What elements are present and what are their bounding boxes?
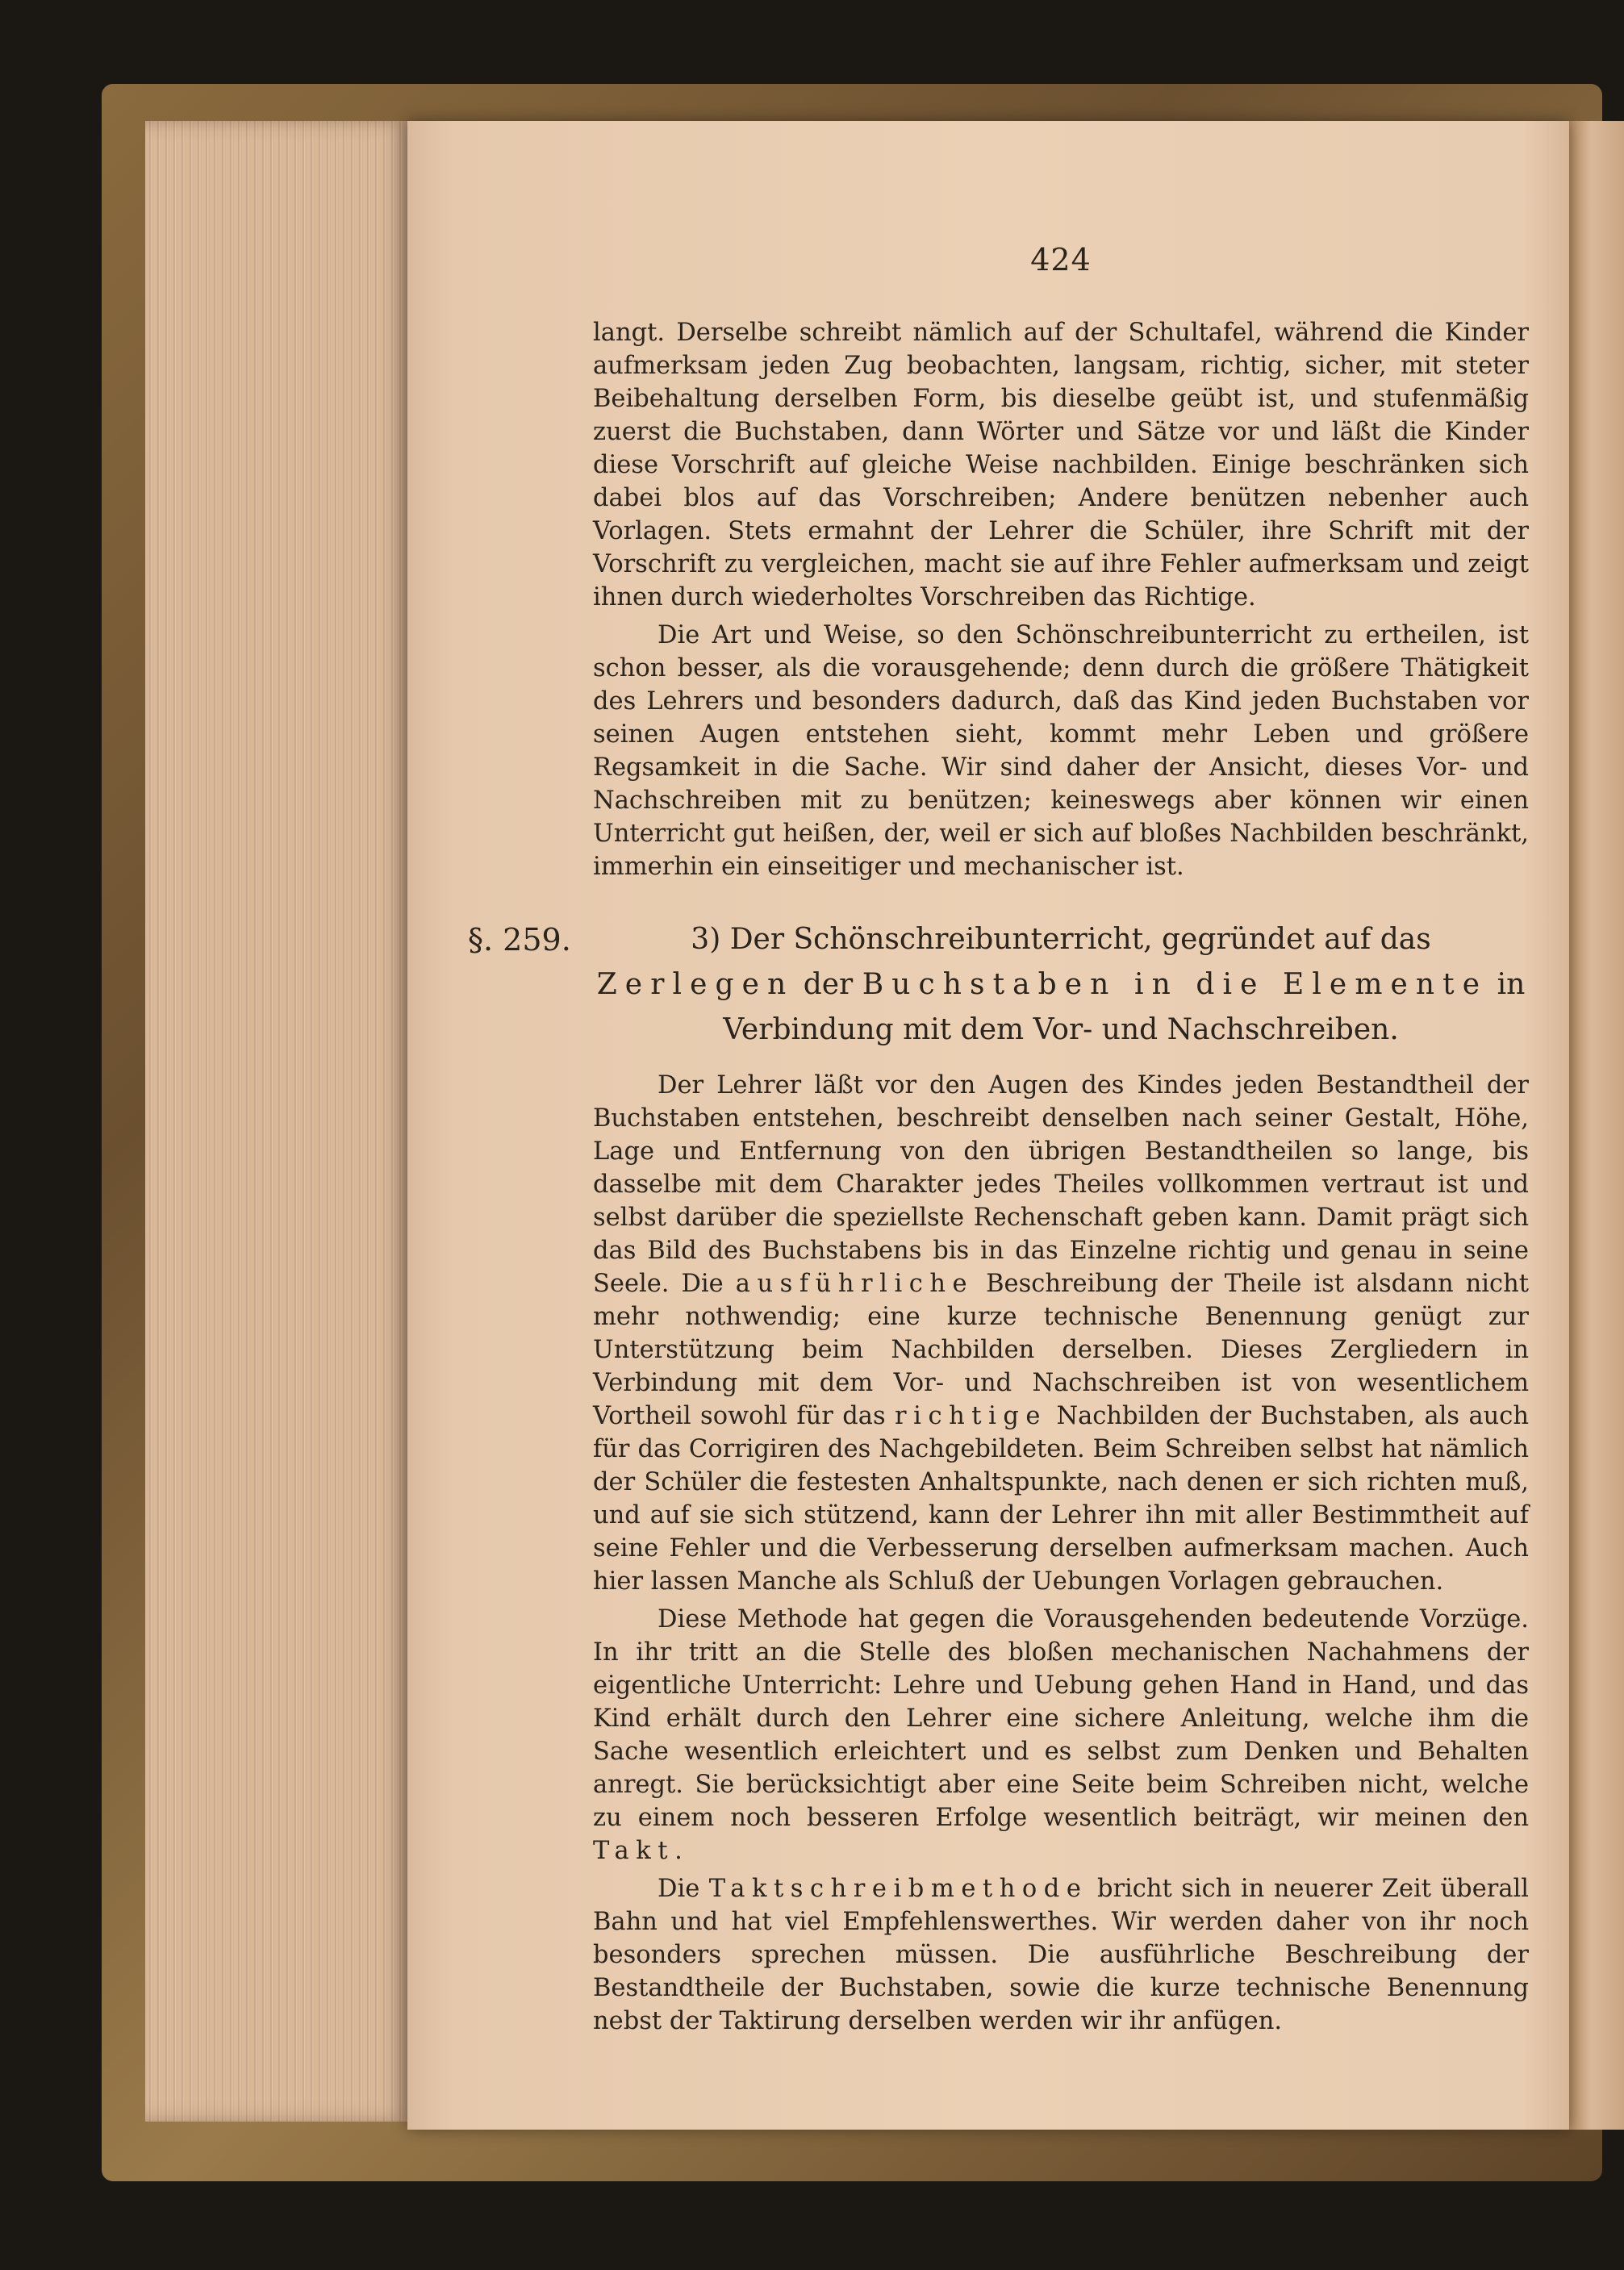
paragraph-5-part-a: Die (658, 1875, 700, 1903)
book-page (407, 121, 1569, 2130)
paragraph-3-part-a: Der Lehrer läßt vor den Augen des Kindes jeden Bestandtheil der Buchstaben entstehen, beschreibt denselben nach seiner Gestalt, Höhe, Lage und Entfernung von den übrigen Bestandtheilen so lange, bis dasselbe mit dem Charakter jedes Theiles vollkommen vertraut ist und selbst darüber die speziellste Rechenschaft geben kann. Damit prägt sich das Bild des Buchstabens bis in das Einzelne richtig und genau in seine Seele. Die (593, 1071, 1529, 1298)
paragraph-4-part-a: Diese Methode hat gegen die Vorausgehenden bedeutende Vorzüge. In ihr tritt an die Stelle des bloßen mechanischen Nachahmens der eigentliche Unterricht: Lehre und Uebung gehen Hand in Hand, und das Kind erhält durch den Lehrer eine sichere Anleitung, welche ihm die Sache wesentlich erleichtert und es selbst zum Denken und Behalten anregt. Sie berücksichtigt aber eine Seite beim Schreiben nicht, welche zu einem noch besseren Erfolge wesentlich beiträgt, wir meinen den (593, 1605, 1529, 1832)
paragraph-3-spaced-2: richtige (895, 1402, 1048, 1430)
section-title-part-b: der (803, 968, 854, 1001)
paragraph-5-spaced: Taktschreibmethode (708, 1875, 1088, 1903)
paragraph-5-part-b: bricht sich in neuerer Zeit überall Bahn und hat viel Empfehlenswerthes. Wir werden daher von ihr noch besonders sprechen müssen. Die ausführliche Beschreibung der Bestandtheile der Buchstaben, sowie die kurze technische Benennung nebst der Taktirung derselben werden wir ihr anfügen. (593, 1875, 1530, 2035)
paragraph-3-part-c: Nachbilden der Buchstaben, als auch für das Corrigiren des Nachgebildeten. Beim Schreiben selbst hat nämlich der Schüler die festesten Anhaltspunkte, nach denen er sich richten muß, und auf sie sich stützend, kann der Lehrer ihn mit aller Bestimmtheit auf seine Fehler und die Verbesserung derselben aufmerksam machen. Auch hier lassen Manche als Schluß der Uebungen Vorlagen gebrauchen. (593, 1402, 1530, 1596)
paragraph-3-part-b: Beschreibung der Theile ist alsdann nicht mehr nothwendig; eine kurze technische Benennung genügt zur Unterstützung beim Nachbilden derselben. Dieses Zergliedern in Verbindung mit dem Vor- und Nachschreiben ist von wesentlichem Vortheil sowohl für das (593, 1270, 1529, 1430)
paragraph-5 (593, 1872, 1529, 2038)
paragraph-2: Die Art und Weise, so den Schönschreibunterricht zu ertheilen, ist schon besser, als die vorausgehende; denn durch die größere Thätigkeit des Lehrers und besonders dadurch, daß das Kind jeden Buchstaben vor seinen Augen entstehen sieht, kommt mehr Leben und größere Regsamkeit in die Sache. Wir sind daher der Ansicht, dieses Vor- und Nachschreiben mit zu benützen; keineswegs aber können wir einen Unterricht gut heißen, der, weil er sich auf bloßes Nachbilden beschränkt, immerhin ein einseitiger und mechanischer ist. (593, 621, 1529, 881)
paragraph-4 (593, 1603, 1529, 1867)
section-title-spaced-2: Buchstaben in die Elemente (862, 968, 1488, 1001)
section-title-spaced-1: Zerlegen (596, 968, 795, 1001)
page-content (468, 242, 1530, 2038)
paragraph-3 (593, 1069, 1529, 1598)
spacer (593, 1053, 1529, 1064)
paragraph-1: langt. Derselbe schreibt nämlich auf der Schultafel, während die Kinder aufmerksam jeden Zug beobachten, langsam, richtig, sicher, mit steter Beibehaltung derselben Form, bis dieselbe geübt ist, und stufenmäßig zuerst die Buchstaben, dann Wörter und Sätze vor und läßt die Kinder diese Vorschrift auf gleiche Weise nachbilden. Einige beschränken sich dabei blos auf das Vorschreiben; Andere benützen nebenher auch Vorlagen. Stets ermahnt der Lehrer die Schüler, ihre Schrift mit der Vorschrift zu vergleichen, macht sie auf ihre Fehler aufmerksam und zeigt ihnen durch wiederholtes Vorschreiben das Richtige. (593, 319, 1529, 611)
paragraph-4-spaced: Takt (593, 1837, 675, 1865)
section-number: §. 259. (468, 922, 571, 958)
facing-page-edge (1569, 121, 1624, 2130)
section-heading (468, 917, 1529, 1053)
section-title (593, 917, 1529, 1053)
section-title-part-a: 3) Der Schönschreibunterricht, gegründet auf das (691, 923, 1431, 956)
paragraph-3-spaced-1: ausführliche (735, 1270, 975, 1298)
page-edges (145, 121, 411, 2122)
section-title-part-c: in Verbindung mit dem Vor- und Nachschreiben. (723, 968, 1526, 1046)
page-number: 424 (1030, 242, 1092, 277)
paragraph-4-part-b: . (674, 1837, 683, 1865)
